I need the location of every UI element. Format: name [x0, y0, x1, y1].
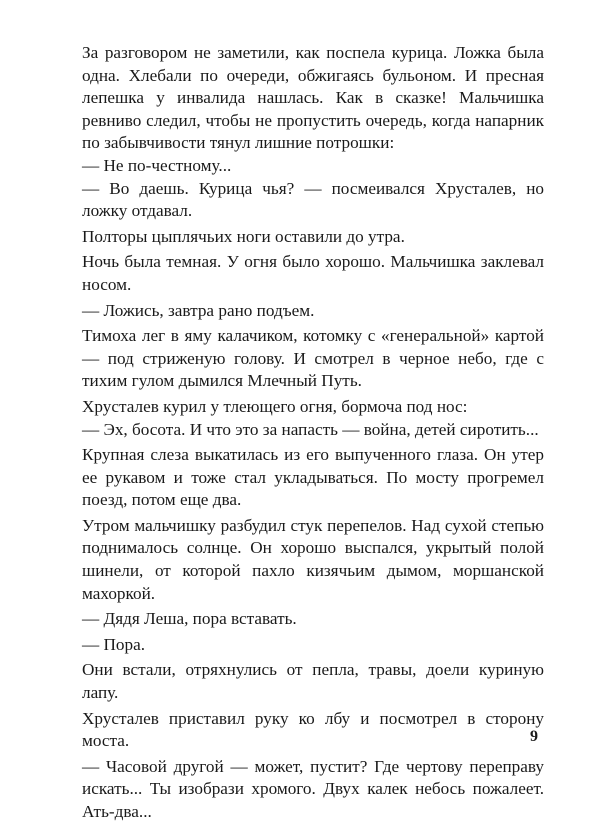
- paragraph: За разговором не заметили, как поспела курица. Ложка была одна. Хлебали по очереди, обжигаясь бульоном. И пресная лепешка у инвалида нашлась. Как в сказке! Мальчишка ревниво следил, чтобы не пропустить очередь, когда напарник по забывчивости тянул лишние потрошки:: [82, 43, 544, 153]
- paragraph: Полторы цыплячьих ноги оставили до утра.: [82, 226, 405, 246]
- paragraph: — Дядя Леша, пора вставать.: [82, 609, 297, 629]
- paragraph: — Пора.: [82, 634, 146, 654]
- paragraph: Крупная слеза выкатилась из его выпученного глаза. Он утер ее рукавом и тоже стал укладываться. По мосту прогремел поезд, потом еще два.: [82, 445, 544, 510]
- paragraph: — Ложись, завтра рано подъем.: [82, 300, 315, 320]
- paragraph: — Часовой другой — может, пустит? Где чертову переправу искать... Ты изобрази хромого. Двух калек небось пожалеет. Ать-два...: [82, 756, 544, 821]
- paragraph: Хрусталев приставил руку ко лбу и посмотрел в сторону моста.: [82, 708, 544, 751]
- paragraph: — Во даешь. Курица чья? — посмеивался Хрусталев, но ложку отдавал.: [82, 178, 544, 221]
- body-text: [82, 42, 544, 824]
- paragraph: Утром мальчишку разбудил стук перепелов. Над сухой степью поднималось солнце. Он хорошо выспался, укрытый полой шинели, от которой пахло кизячьим дымом, моршанской махоркой.: [82, 515, 544, 603]
- page-number: 9: [530, 728, 538, 745]
- paragraph: Ночь была темная. У огня было хорошо. Мальчишка заклевал носом.: [82, 252, 544, 294]
- paragraph: Тимоха лег в яму калачиком, котомку с «генеральной» картой — под стриженую голову. И смотрел в черное небо, где с тихим гулом дымился Млечный Путь.: [82, 326, 544, 391]
- paragraph: — Не по-честному...: [82, 155, 232, 175]
- paragraph: Они встали, отряхнулись от пепла, травы, доели куриную лапу.: [82, 660, 544, 703]
- paragraph: — Эх, босота. И что это за напасть — война, детей сиротить...: [82, 419, 539, 439]
- paragraph: Хрусталев курил у тлеющего огня, бормоча под нос:: [82, 396, 468, 416]
